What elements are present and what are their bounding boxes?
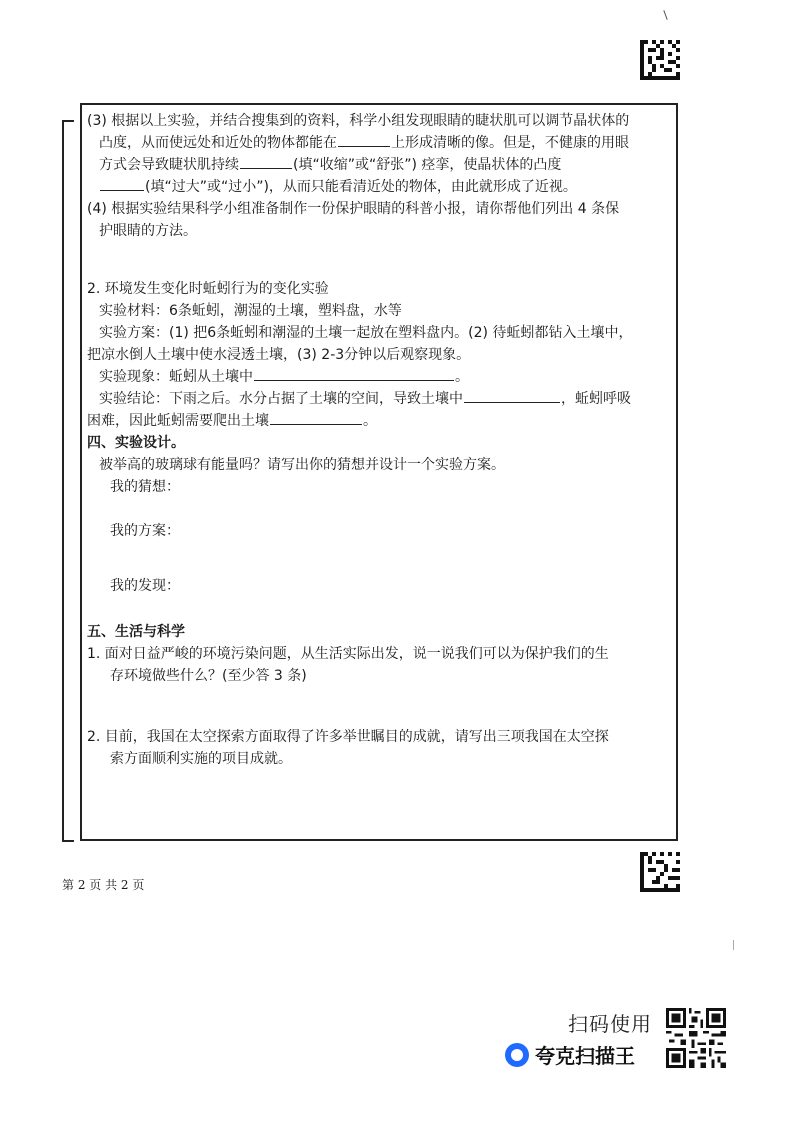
q3-line1: (3) 根据以上实验，并结合搜集到的资料，科学小组发现眼睛的睫状肌可以调节晶状体的 [87,113,630,129]
datamatrix-code-icon [640,40,680,80]
blank-contract[interactable] [240,154,292,169]
design-guess-label: 我的猜想： [110,479,180,495]
life-heading: 五、生活与科学 [87,624,185,640]
scan-mark [663,10,667,20]
promo-brand: 夸克扫描王 [535,1044,635,1068]
design-finding-label: 我的发现： [110,578,180,594]
design-heading: 四、实验设计。 [87,435,185,451]
q3-line2: 凸度，从而使远处和近处的物体都能在 上形成清晰的像。但是，不健康的用眼 [99,132,629,154]
life-q1-line1: 1. 面对日益严峻的环境污染问题，从生活实际出发，说一说我们可以为保护我们的生 [87,646,609,662]
page-number: 第 2 页 共 2 页 [62,878,145,892]
life-q1-line2: 存环境做些什么？(至少答 3 条) [110,668,307,684]
experiment2-plan-line2: 把凉水倒人土壤中使水浸透土壤，(3) 2-3分钟以后观察现象。 [87,347,471,363]
experiment2-plan-line1: 实验方案：(1) 把6条蚯蚓和潮湿的土壤一起放在塑料盘内。(2) 待蚯蚓都钻入土壤中， [99,325,633,341]
scan-mark [733,940,734,950]
q3-line3: 方式会导致睫状肌持续 (填“收缩”或“舒张”) 痉挛，使晶状体的凸度 [99,154,561,176]
blank-breathe[interactable] [270,410,362,425]
life-q2-line1: 2. 目前，我国在太空探索方面取得了许多举世瞩目的成就，请写出三项我国在太空探 [87,729,609,745]
blank-convexity[interactable] [100,176,144,191]
q4-line1: (4) 根据实验结果科学小组准备制作一份保护眼睛的科普小报，请你帮他们列出 4 条保 [87,201,620,217]
experiment2-materials: 实验材料：6条蚯蚓，潮湿的土壤，塑料盘，水等 [99,303,402,319]
life-q2-line2: 索方面顺利实施的项目成就。 [110,751,292,767]
promo-scan-text: 扫码使用 [568,1012,652,1036]
qr-code-icon[interactable] [666,1008,726,1068]
promo-logo[interactable] [505,1040,635,1069]
quark-logo-icon [505,1043,529,1067]
q4-line2: 护眼睛的方法。 [99,223,197,239]
experiment2-conclusion-cont: 困难，因此蚯蚓需要爬出土壤 。 [87,410,377,432]
blank-retina[interactable] [338,132,390,147]
q3-line4: (填“过大”或“过小”)，从而只能看清近处的物体，由此就形成了近视。 [99,176,577,198]
design-question: 被举高的玻璃球有能量吗？请写出你的猜想并设计一个实验方案。 [99,457,505,473]
experiment2-conclusion: 实验结论：下雨之后。水分占据了土壤的空间，导致土壤中 ，蚯蚓呼吸 [99,388,631,410]
experiment2-title: 2. 环境发生变化时蚯蚓行为的变化实验 [87,281,329,297]
blank-oxygen[interactable] [464,388,560,403]
blank-phenomenon[interactable] [254,366,454,381]
design-plan-label: 我的方案： [110,523,180,539]
datamatrix-code-icon [640,852,680,892]
binding-bracket [62,120,74,842]
experiment2-phenomenon: 实验现象：蚯蚓从土壤中 。 [99,366,469,388]
